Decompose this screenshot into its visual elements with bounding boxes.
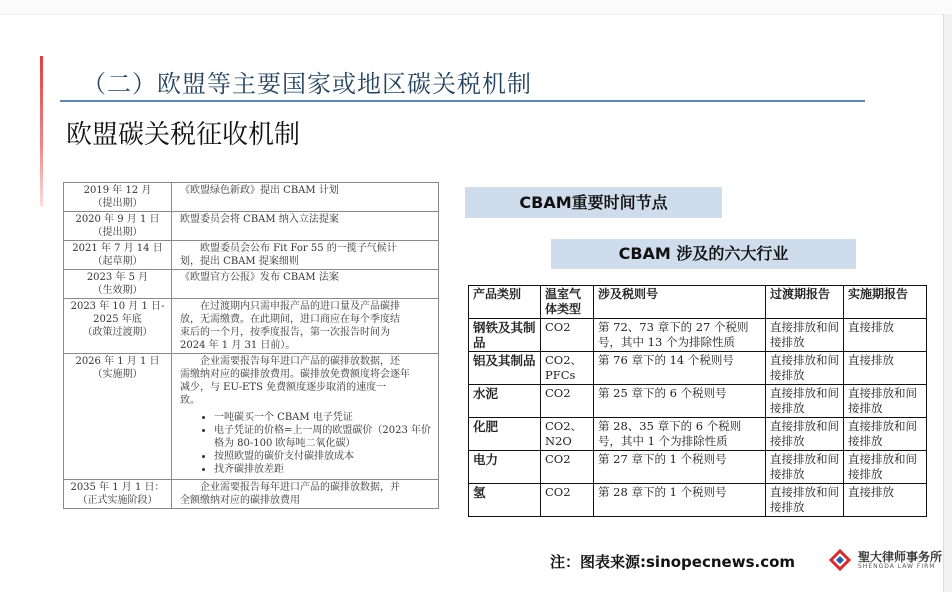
industry-row <box>469 352 927 385</box>
page-title: 欧盟碳关税征收机制 <box>66 120 301 150</box>
industry-cell: 直接排放 <box>844 484 927 517</box>
industry-cell: 直接排放和间接排放 <box>766 352 844 385</box>
timeline-date-line: （起草期） <box>92 256 143 267</box>
timeline-date-line: 2026 年 1 月 1 日 <box>75 356 160 367</box>
header-rule <box>60 100 865 102</box>
banner-industries: CBAM 涉及的六大行业 <box>551 239 856 269</box>
timeline-date-line: 2035 年 1 月 1 日： <box>70 482 165 493</box>
industry-cell: 第 25 章下的 6 个税则号 <box>594 385 766 418</box>
industry-cell: CO2 <box>541 484 594 517</box>
timeline-event-line: 欧盟委员会将 CBAM 纳入立法提案 <box>180 214 339 225</box>
industry-cell: 第 72、73 章下的 27 个税则号，其中 13 个为排除性质 <box>594 319 766 352</box>
timeline-event-line: 企业需要报告每年进口产品的碳排放数据，还 <box>200 356 400 367</box>
timeline-bullet: • 电子凭证的价格=上一周的欧盟碳价（2023 年价格为 80-100 欧每吨二氧化碳） <box>214 424 435 450</box>
industry-cell: 直接排放 <box>844 319 927 352</box>
industry-cell: CO2、N2O <box>541 418 594 451</box>
logo-name-cn: 聖大律师事务所 <box>858 550 943 564</box>
industry-row <box>469 418 927 451</box>
logo-mark-icon <box>828 548 852 572</box>
timeline-event-line: 束后的一个月，按季度报告，第一次报告时间为 <box>180 327 390 338</box>
industry-row <box>469 451 927 484</box>
timeline-row <box>64 212 439 241</box>
industry-header-cell: 过渡期报告 <box>766 286 844 319</box>
timeline-event-cell <box>172 480 439 509</box>
timeline-event-cell <box>172 299 439 354</box>
timeline-date-line: （实施期） <box>92 369 143 380</box>
industry-cell: 第 28 章下的 1 个税则号 <box>594 484 766 517</box>
timeline-row <box>64 299 439 354</box>
logo-name-en: SHENGDA LAW FIRM <box>858 563 936 570</box>
timeline-event-cell <box>172 270 439 299</box>
timeline-event-line: 《欧盟官方公报》发布 CBAM 法案 <box>180 272 339 283</box>
industry-name-cell: 钢铁及其制品 <box>469 319 541 352</box>
industry-cell: 直接排放 <box>844 352 927 385</box>
timeline-event-line: 在过渡期内只需申报产品的进口量及产品碳排 <box>200 301 400 312</box>
industry-cell: CO2 <box>541 451 594 484</box>
timeline-event-cell <box>172 183 439 212</box>
timeline-event-cell <box>172 354 439 480</box>
timeline-date-cell <box>64 270 172 299</box>
timeline-bullet: • 按照欧盟的碳价支付碳排放成本 <box>214 450 435 463</box>
banner-timeline: CBAM重要时间节点 <box>465 187 722 218</box>
industry-name-cell: 化肥 <box>469 418 541 451</box>
source-note: 注：图表来源:sinopecnews.com <box>550 553 796 571</box>
industry-cell: CO2 <box>541 319 594 352</box>
industry-row <box>469 484 927 517</box>
industry-cell: 直接排放和间接排放 <box>766 484 844 517</box>
industry-name-cell: 水泥 <box>469 385 541 418</box>
scrollbar-edge[interactable] <box>943 14 952 592</box>
timeline-date-line: 2025 年底 <box>93 314 142 325</box>
timeline-date-cell <box>64 354 172 480</box>
timeline-row <box>64 354 439 480</box>
industry-cell: 第 76 章下的 14 个税则号 <box>594 352 766 385</box>
timeline-date-line: 2019 年 12 月 <box>83 185 152 196</box>
industry-cell: CO2、PFCs <box>541 352 594 385</box>
timeline-bullet-list <box>180 411 435 476</box>
timeline-date-cell <box>64 183 172 212</box>
industry-cell: 直接排放和间接排放 <box>766 451 844 484</box>
industry-cell: 直接排放和间接排放 <box>766 385 844 418</box>
timeline-date-line: （提出期） <box>92 198 143 209</box>
timeline-event-line: 减少，与 EU-ETS 免费额度逐步取消的速度一 <box>180 382 387 393</box>
timeline-date-cell <box>64 480 172 509</box>
window-top-strip <box>0 0 952 15</box>
timeline-event-cell <box>172 241 439 270</box>
timeline-date-cell <box>64 241 172 270</box>
timeline-date-cell <box>64 212 172 241</box>
timeline-event-line: 全额缴纳对应的碳排放费用 <box>180 495 300 506</box>
industry-cell: 第 28、35 章下的 6 个税则号，其中 1 个为排除性质 <box>594 418 766 451</box>
firm-logo <box>828 548 943 574</box>
section-heading: （二）欧盟等主要国家或地区碳关税机制 <box>82 70 532 98</box>
industry-row <box>469 319 927 352</box>
timeline-date-line: （提出期） <box>92 227 143 238</box>
timeline-bullet: • 一吨碳买一个 CBAM 电子凭证 <box>214 411 435 424</box>
timeline-date-line: 2021 年 7 月 14 日 <box>72 243 163 254</box>
industry-row <box>469 385 927 418</box>
accent-bar <box>40 56 43 206</box>
timeline-event-line: 致。 <box>180 395 200 406</box>
industry-cell: 直接排放和间接排放 <box>766 319 844 352</box>
industry-header-cell: 产品类别 <box>469 286 541 319</box>
industry-header-cell: 实施期报告 <box>844 286 927 319</box>
industry-name-cell: 氢 <box>469 484 541 517</box>
timeline-event-line: 欧盟委员会公布 Fit For 55 的一揽子气候计 <box>200 243 397 254</box>
industry-table <box>468 285 927 517</box>
industry-cell: 直接排放和间接排放 <box>844 418 927 451</box>
timeline-event-line: 放，无需缴费。在此期间，进口商应在每个季度结 <box>180 314 400 325</box>
industry-header-cell: 涉及税则号 <box>594 286 766 319</box>
timeline-date-line: 2023 年 5 月 <box>86 272 149 283</box>
timeline-event-line: 划，提出 CBAM 提案细则 <box>180 256 299 267</box>
industry-header-cell: 温室气体类型 <box>541 286 594 319</box>
timeline-event-line: 2024 年 1 月 31 日前）。 <box>180 340 296 351</box>
industry-cell: 直接排放和间接排放 <box>844 451 927 484</box>
timeline-row <box>64 270 439 299</box>
industry-cell: 第 27 章下的 1 个税则号 <box>594 451 766 484</box>
timeline-event-line: 《欧盟绿色新政》提出 CBAM 计划 <box>180 185 339 196</box>
timeline-date-line: 2023 年 10 月 1 日- <box>70 301 165 312</box>
industry-name-cell: 电力 <box>469 451 541 484</box>
industry-name-cell: 铝及其制品 <box>469 352 541 385</box>
timeline-row <box>64 183 439 212</box>
timeline-event-line: 企业需要报告每年进口产品的碳排放数据，并 <box>200 482 400 493</box>
timeline-event-line: 需缴纳对应的碳排放费用。碳排放免费额度将会逐年 <box>180 369 410 380</box>
timeline-date-line: （政策过渡期） <box>82 327 153 338</box>
timeline-date-line: （正式实施阶段） <box>77 495 158 506</box>
industry-cell: 直接排放和间接排放 <box>766 418 844 451</box>
timeline-table <box>63 182 439 509</box>
timeline-date-line: 2020 年 9 月 1 日 <box>75 214 160 225</box>
timeline-date-line: （生效期） <box>92 285 143 296</box>
industry-cell: 直接排放和间接排放 <box>844 385 927 418</box>
timeline-row <box>64 480 439 509</box>
timeline-row <box>64 241 439 270</box>
timeline-event-cell <box>172 212 439 241</box>
timeline-date-cell <box>64 299 172 354</box>
industry-cell: CO2 <box>541 385 594 418</box>
timeline-bullet: • 找齐碳排放差距 <box>214 463 435 476</box>
